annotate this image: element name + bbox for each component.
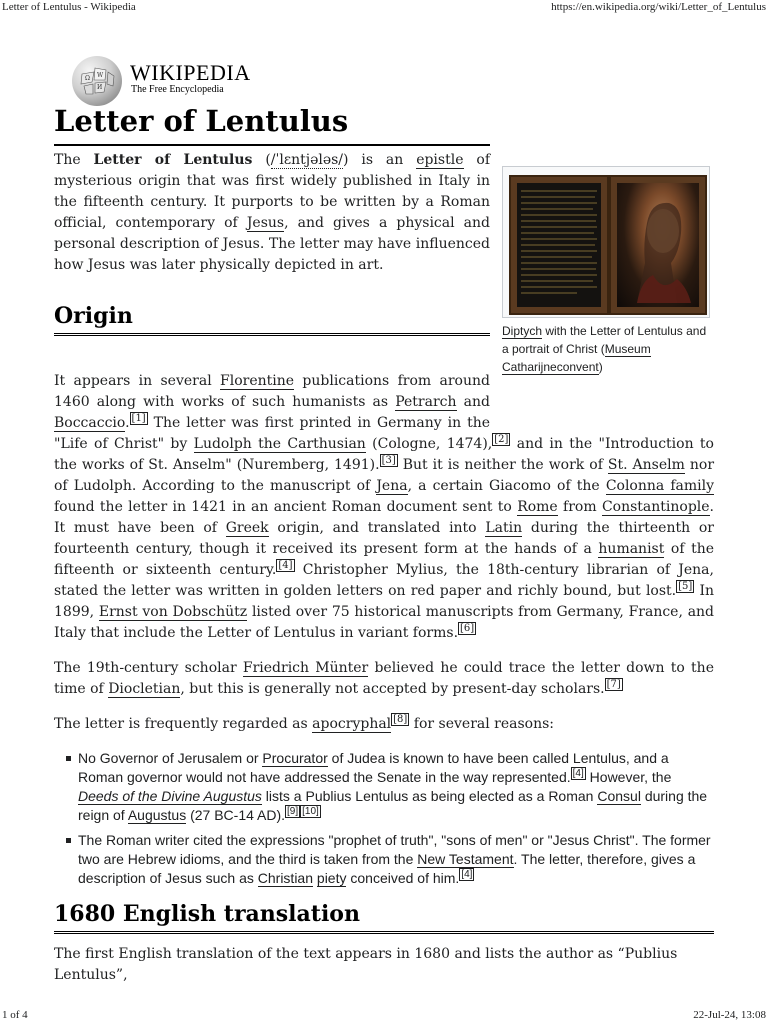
- consul-link[interactable]: Consul: [597, 788, 641, 804]
- jesus-link[interactable]: Jesus: [246, 215, 285, 231]
- wikipedia-wordmark: WIKIPEDIA: [130, 60, 251, 85]
- ludolph-link[interactable]: Ludolph the Carthusian: [193, 436, 366, 452]
- origin-section: [54, 357, 714, 1000]
- ipa-pronunciation[interactable]: /ˈlɛntjələs/: [270, 152, 344, 168]
- diocletian-link[interactable]: Diocletian: [108, 681, 181, 697]
- jena-link[interactable]: Jena: [376, 478, 408, 494]
- print-page-title: Letter of Lentulus - Wikipedia: [2, 1, 136, 13]
- diptych-letter-panel: [509, 175, 609, 315]
- rome-link[interactable]: Rome: [517, 499, 558, 515]
- piety-link[interactable]: piety: [316, 870, 347, 886]
- reference-4[interactable]: [4]: [278, 560, 293, 572]
- greek-link[interactable]: Greek: [225, 520, 269, 536]
- constantinople-link[interactable]: Constantinople: [601, 499, 710, 515]
- humanist-link[interactable]: humanist: [598, 541, 665, 557]
- translation-paragraph-1: The first English translation of the text appears in 1680 and lists the author as “Publius Lentulus”,: [54, 946, 678, 983]
- petrarch-link[interactable]: Petrarch: [395, 394, 457, 410]
- diptych-link[interactable]: Diptych: [502, 324, 543, 338]
- reference-9[interactable]: [9]: [287, 806, 299, 818]
- reasons-list: [54, 749, 714, 888]
- origin-paragraph-2: The 19th-century scholar Friedrich Münter believed he could trace the letter down to the time of Diocletian, but this is generally not accepted by present-day scholars. [7]: [54, 660, 714, 697]
- lead-paragraph: The Letter of Lentulus (/ˈlɛntjələs/) is an epistle of mysterious origin that was first widely published in Italy in the fifteenth century. It purports to be written by a Roman official, contemporary of Jesus, and gives a physical and personal description of Jesus. The letter may have influenced how Jesus was later physically depicted in art.: [54, 152, 490, 273]
- reference-3[interactable]: [3]: [381, 455, 396, 467]
- origin-heading: Origin: [54, 306, 490, 336]
- reference-4[interactable]: [4]: [461, 869, 473, 881]
- svg-text:И: И: [97, 84, 103, 91]
- colonna-family-link[interactable]: Colonna family: [605, 478, 715, 494]
- reference-4[interactable]: [4]: [572, 768, 584, 780]
- reference-5[interactable]: [5]: [678, 581, 693, 593]
- munter-link[interactable]: Friedrich Münter: [242, 660, 369, 676]
- origin-paragraph-1: It appears in several Florentine publications from around 1460 along with works of such humanists as Petrarch and Boccaccio. [1] The letter was first printed in Germany in the "Life of Christ" by Ludolph the Carthusian (Cologne, 1474), [2] and in the "Introduction to the works of St. Anselm" (Nuremberg, 1491). [3] But it is neither the work of St. Anselm nor of Ludolph. According to the manuscript of Jena, a certain Giacomo of the Colonna family found the letter in 1421 in an ancient Roman document sent to Rome from Constantinople. It must have been of Greek origin, and translated into Latin during the thirteenth or fourteenth century, though it received its present form at the hands of a humanist of the fifteenth or sixteenth century. [4] Christopher Mylius, the 18th-century librarian of Jena, stated the letter was written in golden letters on red paper and richly bound, but lost. [5] In 1899, Ernst von Dobschütz listed over 75 historical manuscripts from Germany, France, and Italy that include the Letter of Lentulus in variant forms. [6]: [54, 373, 715, 641]
- svg-text:Ω: Ω: [85, 75, 90, 82]
- epistle-link[interactable]: epistle: [416, 152, 464, 168]
- list-item: The Roman writer cited the expressions "prophet of truth", "sons of men" or "Jesus Christ". The former two are Hebrew idioms, and the third is taken from the New Testament. The letter, therefore, gives a description of Jesus such as Christian piety conceived of him. [4]: [78, 831, 714, 888]
- reference-1[interactable]: [1]: [131, 413, 146, 425]
- translation-heading: 1680 English translation: [54, 904, 714, 934]
- print-datetime: 22-Jul-24, 13:08: [693, 1009, 766, 1021]
- figure-caption: Diptych with the Letter of Lentulus and a portrait of Christ (Museum Catharijneconvent): [502, 324, 707, 374]
- svg-text:W: W: [97, 72, 104, 79]
- anselm-link[interactable]: St. Anselm: [607, 457, 685, 473]
- new-testament-link[interactable]: New Testament: [417, 851, 514, 867]
- lead-bold-title: Letter of Lentulus: [93, 152, 253, 168]
- florentine-link[interactable]: Florentine: [220, 373, 295, 389]
- procurator-link[interactable]: Procurator: [262, 750, 328, 766]
- wikipedia-globe-icon: [72, 56, 122, 106]
- article-body-narrow: [54, 150, 490, 336]
- page-title: Letter of Lentulus: [54, 104, 490, 146]
- list-item: No Governor of Jerusalem or Procurator of Judea is known to have been called Lentulus, and a Roman governor would not have addressed the Senate in the way represented. [4] However, the Deeds of the Divine Augustus lists a Publius Lentulus as being elected as a Roman Consul during the reign of Augustus (27 BC-14 AD). [9] [10]: [78, 749, 714, 825]
- print-page-url: https://en.wikipedia.org/wiki/Letter_of_Lentulus: [551, 1, 766, 13]
- latin-link[interactable]: Latin: [485, 520, 523, 536]
- reference-2[interactable]: [2]: [494, 434, 509, 446]
- museum-link[interactable]: Museum Catharijneconvent: [502, 342, 651, 374]
- christian-link[interactable]: Christian: [257, 870, 314, 886]
- reference-10[interactable]: [10]: [302, 806, 319, 818]
- reference-6[interactable]: [6]: [460, 623, 475, 635]
- apocryphal-link[interactable]: apocryphal: [312, 716, 392, 732]
- print-header: [0, 0, 768, 16]
- dobschutz-link[interactable]: Ernst von Dobschütz: [98, 604, 248, 620]
- wikipedia-tagline: The Free Encyclopedia: [131, 84, 224, 95]
- origin-paragraph-3: The letter is frequently regarded as apocryphal [8] for several reasons:: [54, 714, 555, 732]
- print-page-number: 1 of 4: [2, 1009, 28, 1021]
- diptych-image[interactable]: [502, 166, 710, 318]
- augustus-link[interactable]: Augustus: [127, 807, 187, 823]
- diptych-portrait-panel: [609, 175, 707, 315]
- deeds-of-augustus-link[interactable]: Deeds of the Divine Augustus: [78, 788, 262, 804]
- diptych-figure: [502, 166, 710, 376]
- print-footer: [0, 1008, 768, 1024]
- reference-7[interactable]: [7]: [606, 679, 621, 691]
- boccaccio-link[interactable]: Boccaccio: [54, 415, 126, 431]
- reference-8[interactable]: [8]: [393, 714, 408, 726]
